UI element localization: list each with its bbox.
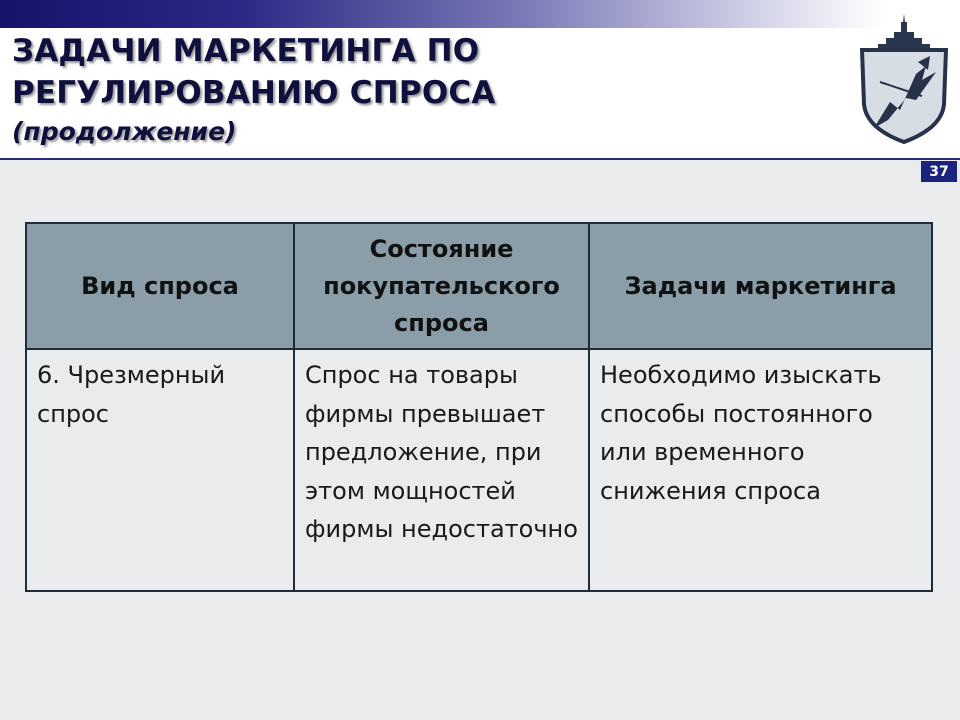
top-gradient-bar [0, 0, 960, 28]
page-number-badge: 37 [921, 161, 957, 182]
demand-table [25, 222, 933, 592]
title-line-1: ЗАДАЧИ МАРКЕТИНГА ПО [12, 33, 480, 69]
title-line-2: РЕГУЛИРОВАНИЮ СПРОСА [12, 75, 496, 111]
header-marketing-tasks: Задачи маркетинга [589, 223, 932, 349]
header-demand-state: Состояние покупательского спроса [294, 223, 589, 349]
table-row [26, 349, 932, 591]
header-divider [0, 158, 960, 160]
page-subtitle: (продолжение) [12, 117, 237, 146]
table-header-row [26, 223, 932, 349]
cell-demand-state: Спрос на товары фирмы превышает предложение, при этом мощностей фирмы недостаточно [294, 349, 589, 591]
cell-marketing-task: Необходимо изыскать способы постоянного или временного снижения спроса [589, 349, 932, 591]
page-title [12, 30, 496, 114]
cell-demand-type: 6. Чрезмерный спрос [26, 349, 294, 591]
header-demand-type: Вид спроса [26, 223, 294, 349]
university-emblem-icon [856, 12, 952, 146]
